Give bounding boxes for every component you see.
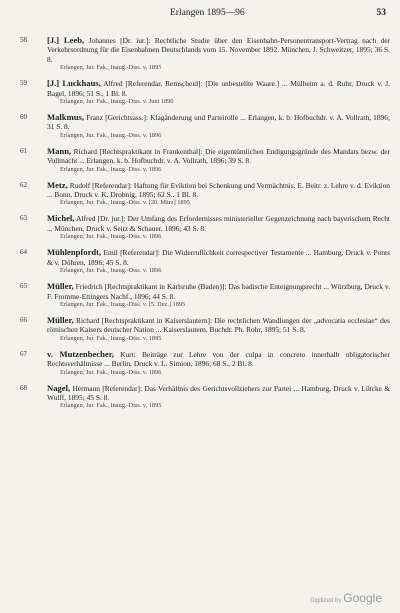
page-header <box>0 8 400 22</box>
entry-text <box>47 248 390 267</box>
entry-text <box>47 181 390 200</box>
page-number: 53 <box>376 8 386 18</box>
list-item <box>20 282 390 309</box>
entry-details: Rudolf [Referendar]: Haftung für Eviktion bei Schenkung und Vermächtnis. E. Beitr. z. Lehre v. d. Eviktion ... Bonn, Druck v. K. Drobnig, 1895; 62 S., 1 Bl. 8. <box>47 180 390 200</box>
entry-number: 59 <box>20 79 27 88</box>
dissertation-note: Erlangen, Jur. Fak., Inaug.-Diss. v. 1896 <box>60 368 162 376</box>
entry-number: 65 <box>20 282 27 291</box>
entry-details: Richard [Rechtspraktikant in Frankenthal]: Die eigentümlichen Endigungsgründe des Mandats bezw. der Vollmacht ... Erlangen, k. b. Hofbuchdr. v. A. Vollrath, 1896; 39 S. 8. <box>47 146 390 166</box>
dissertation-note: Erlangen, Jur. Fak., Inaug.-Diss. v. 1896 <box>60 267 162 275</box>
entry-text <box>47 350 390 369</box>
author-name: Müller, <box>47 314 74 325</box>
entry-number: 61 <box>20 146 27 155</box>
list-item <box>20 350 390 377</box>
entry-text <box>47 282 390 301</box>
list-item <box>20 79 390 106</box>
list-item <box>20 147 390 174</box>
dissertation-note: Erlangen, Jur. Fak., Inaug.-Diss. v. [5. Dez.] 1895 <box>60 300 186 308</box>
entry-details: Franz [Gerichtsass.]: Klagänderung und Parteirolle ... Erlangen, k. b. Hofbuchdr. v. A. Vollrath, 1896; 31 S. 8. <box>47 113 390 132</box>
digitized-watermark <box>310 589 382 607</box>
author-name: Müller, <box>47 281 74 292</box>
dissertation-note: Erlangen, Jur. Fak., Inaug.-Diss. v. 1895 <box>60 64 162 72</box>
author-name: [J.] Leeb, <box>47 35 85 45</box>
entry-details: Alfred [Dr. jur.]: Der Umfang des Erfordernisses ministerieller Gegenzeichnung nach bayerischem Recht ... München, Druck v. Seitz & Schauer, 1896; 43 S. 8. <box>47 214 390 233</box>
author-name: Mann, <box>47 145 72 156</box>
entry-details: Johannes [Dr. iur.]: Rechtliche Studie über den Eisenbahn-Personentransport-Vertrag nach der Verkehrsordnung für die Eisenbahnen Deutschlands vom 15. November 1892. München, J. Schweitzer, 1895; 36 S. 8. <box>47 36 391 64</box>
author-name: Metz, <box>47 179 68 190</box>
entry-text <box>47 214 390 233</box>
entry-details: Hermann [Referendar]: Das Verhältnis des Gerichtsvollziehers zur Partei ... Hamburg, Druck v. Lütcke & Wulff, 1895; 45 S. 8. <box>47 383 390 402</box>
entry-text <box>47 36 390 64</box>
entry-number: 66 <box>20 315 27 324</box>
entry-details: Friedrich [Rechtspraktikant in Karlsruhe (Baden)]: Das badische Enteignungsrecht ... Würzburg, Druck v. F. Fromme-Ettingers Nachf., 1896; 44 S. 8. <box>47 282 390 301</box>
entry-text <box>47 384 390 403</box>
entry-details: Alfred [Referendar, Remscheid]: [Die unbestellte Waare.] ... Mülheim a. d. Ruhr, Druck v. J. Bagel, 1896; 51 S., 1 Bl. 8. <box>47 79 390 98</box>
entry-text <box>47 79 390 98</box>
list-item <box>20 316 390 343</box>
entry-list <box>20 36 390 417</box>
google-logo: Google <box>343 591 382 605</box>
dissertation-note: Erlangen, Jur. Fak., Inaug.-Diss. v. 1896 <box>60 165 162 173</box>
entry-number: 60 <box>20 113 27 122</box>
list-item <box>20 248 390 275</box>
author-name: Nagel, <box>47 382 71 393</box>
entry-number: 63 <box>20 214 27 223</box>
list-item <box>20 36 390 72</box>
author-name: Michel, <box>47 213 75 224</box>
list-item <box>20 384 390 411</box>
dissertation-note: Erlangen, Jur. Fak., Inaug.-Diss. v. 1895 <box>60 334 162 342</box>
entry-number: 68 <box>20 383 27 392</box>
dissertation-note: Erlangen, Jur. Fak., Inaug.-Diss. v. Juni 1896 <box>60 98 174 106</box>
dissertation-note: Erlangen, Jur. Fak., Inaug.-Diss. v. 1896 <box>60 131 162 139</box>
entry-text <box>47 147 390 166</box>
dissertation-note: Erlangen, Jur. Fak., Inaug.-Diss. v. [20. März] 1895 <box>60 199 190 207</box>
dissertation-note: Erlangen, Jur. Fak., Inaug.-Diss. v. 1896 <box>60 233 162 241</box>
entry-number: 64 <box>20 248 27 257</box>
running-title: Erlangen 1895—96 <box>170 8 245 18</box>
dissertation-note: Erlangen, Jur. Fak., Inaug.-Diss. v. 1895 <box>60 402 162 410</box>
entry-text <box>47 316 390 335</box>
entry-details: Richard [Rechtspraktikant in Kaiserslautern]: Die rechtlichen Wandlungen der „advocatia ecclesiae“ des römischen Kaisers deutscher Nation ... Kaiserslautern, Buchdr. Ph. Rohr, 1895; 51 S. 8. <box>47 315 390 335</box>
entry-text <box>47 113 390 132</box>
watermark-prefix: Digitized by <box>310 598 342 604</box>
entry-number: 67 <box>20 349 27 358</box>
list-item <box>20 214 390 241</box>
author-name: [J.] Luckhaus, <box>47 78 101 89</box>
entry-details: Emil [Referendar]: Die Widerruflichkeit correspectiver Testamente ... Hamburg, Druck v. Ponts & v. Döhren, 1896; 45 S. 8. <box>47 248 390 267</box>
entry-details: Kurt: Beiträge zur Lehre von der culpa in concreto innerhalb obligatorischer Rechtsverhältnisse ... Berlin, Druck v. L. Simion, 1896; 68 S., 2 Bl. 8. <box>47 349 390 369</box>
list-item <box>20 181 390 208</box>
author-name: v. Mutzenbecher, <box>47 348 114 359</box>
entry-number: 62 <box>20 180 27 189</box>
entry-number: 58 <box>20 36 27 44</box>
author-name: Mühlenpfordt, <box>47 247 102 258</box>
list-item <box>20 113 390 140</box>
author-name: Malkmus, <box>47 112 85 123</box>
